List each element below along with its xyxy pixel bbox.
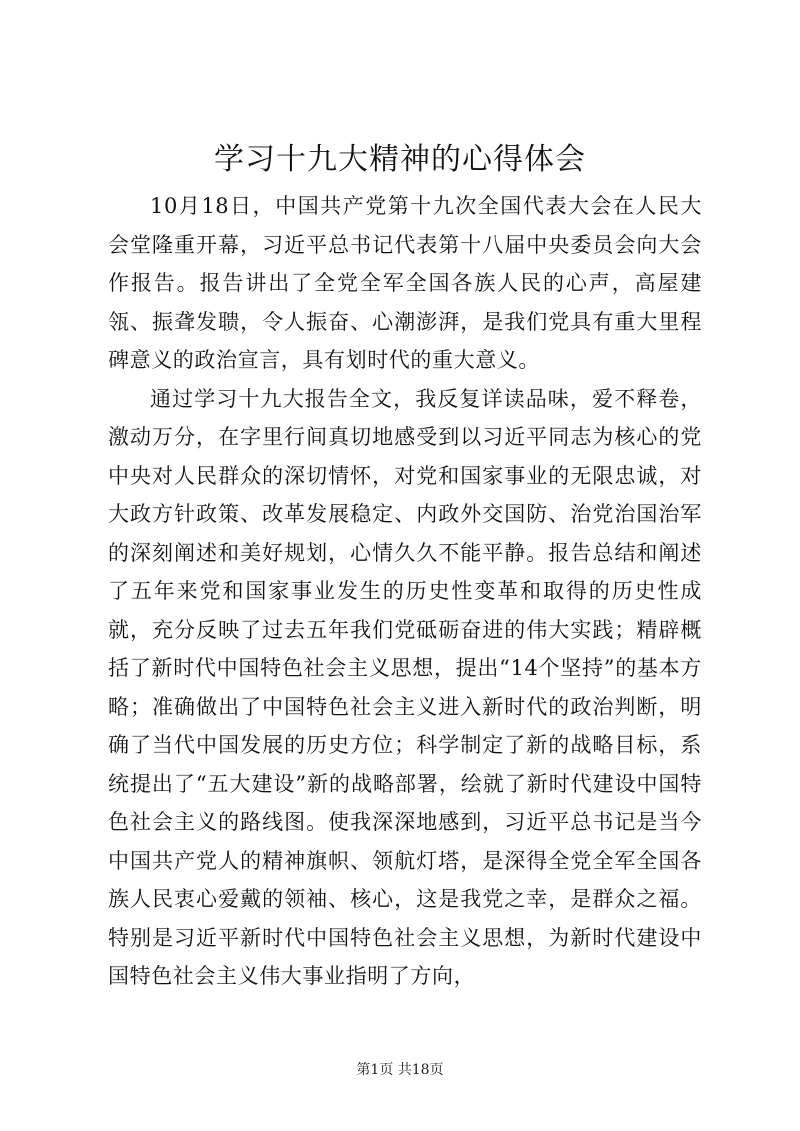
document-title: 学习十九大精神的心得体会 xyxy=(214,142,586,177)
page-footer: 第1页 共18页 xyxy=(356,1062,444,1078)
paragraph-1: 10月18日，中国共产党第十九次全国代表大会在人民大会堂隆重开幕，习近平总书记代表第十八届中央委员会向大会作报告。报告讲出了全党全军全国各族人民的心声，高屋建瓴、振聋发聩，令人振奋、心潮澎湃，是我们党具有重大里程碑意义的政治宣言，具有划时代的重大意义。 xyxy=(108,194,702,372)
document-body xyxy=(108,187,702,996)
paragraph-2: 通过学习十九大报告全文，我反复详读品味，爱不释卷，激动万分，在字里行间真切地感受到以习近平同志为核心的党中央对人民群众的深切情怀，对党和国家事业的无限忠诚，对大政方针政策、改革发展稳定、内政外交国防、治党治国治军的深刻阐述和美好规划，心情久久不能平静。报告总结和阐述了五年来党和国家事业发生的历史性变革和取得的历史性成就，充分反映了过去五年我们党砥砺奋进的伟大实践；精辟概括了新时代中国特色社会主义思想，提出“14个坚持”的基本方略；准确做出了中国特色社会主义进入新时代的政治判断，明确了当代中国发展的历史方位；科学制定了新的战略目标，系统提出了“五大建设”新的战略部署，绘就了新时代建设中国特色社会主义的路线图。使我深深地感到，习近平总书记是当今中国共产党人的精神旗帜、领航灯塔，是深得全党全军全国各族人民衷心爱戴的领袖、核心，这是我党之幸，是群众之福。特别是习近平新时代中国特色社会主义思想，为新时代建设中国特色社会主义伟大事业指明了方向， xyxy=(108,386,702,988)
